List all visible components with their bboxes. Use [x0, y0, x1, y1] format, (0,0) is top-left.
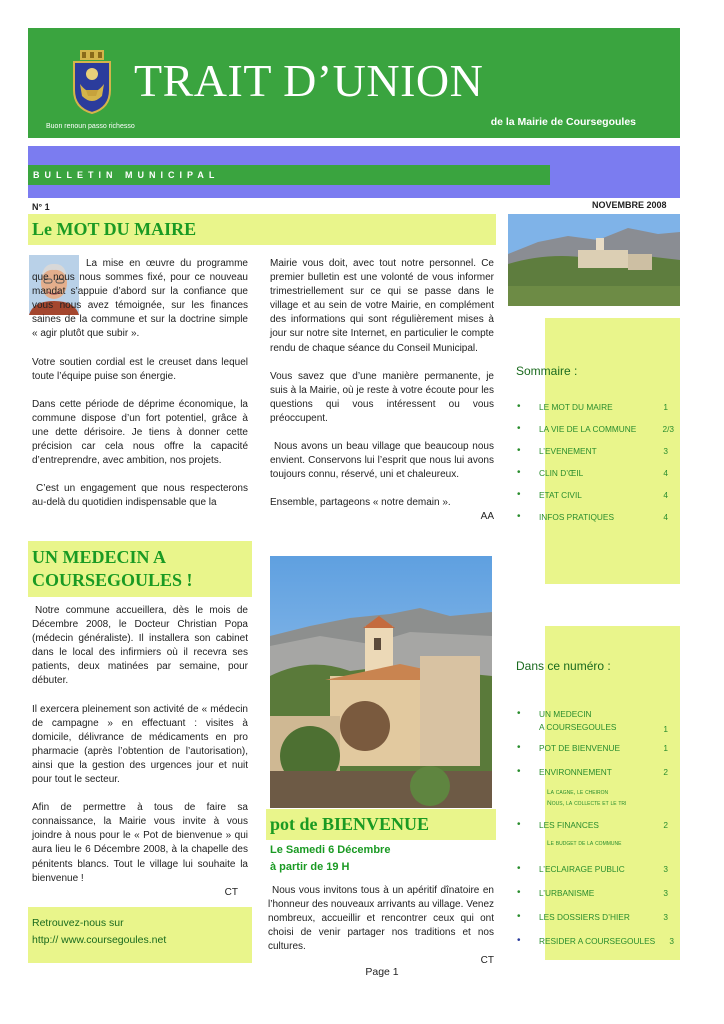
bullet-icon: •: [517, 401, 521, 412]
pot-paragraph: Nous vous invitons tous à un apéritif dînatoire en l’honneur des nouveaux arrivants au village. Venez nombreux, accueillir et rencontrer ceux qui ont choisi de venir partager nos traditions et nos cultures.: [268, 885, 494, 953]
numero-title: Dans ce numéro :: [516, 659, 611, 673]
pot-date: [270, 842, 390, 876]
bullet-icon: •: [517, 423, 521, 434]
bullet-icon: •: [517, 863, 521, 874]
bullet-icon: •: [517, 489, 521, 500]
pot-date-line1: Le Samedi 6 Décembre: [270, 844, 391, 856]
sommaire-title: Sommaire :: [516, 364, 578, 378]
sommaire-item[interactable]: • LA VIE DE LA COMMUNE 2/3: [517, 423, 674, 434]
village-landscape-photo: [508, 214, 680, 306]
medecin-text: [32, 604, 248, 898]
numero-subitem: Le budget de la commune: [547, 840, 622, 847]
motto: Buon renoun passo richesso: [46, 123, 135, 130]
medecin-para-3: Afin de permettre à tous de faire sa connaissance, la Mairie vous invite à vous joindre à nous pour le « Pot de bienvenue » qui aura lieu le 6 Décembre 2008, à la chapelle des pénitents blancs. Tout le village lui souhaite la bienvenue !: [32, 802, 248, 884]
medecin-para-2: Il exercera pleinement son activité de « médecin de campagne » en effectuant : visites à domicile, délivrance de médicaments en pro pharmacie (après l’obtention de l’autorisation), ainsi que la gestion des urgences jour et nuit pour tout le secteur.: [32, 703, 248, 786]
pot-date-line2: à partir de 19 H: [270, 861, 350, 873]
bullet-icon: •: [517, 935, 521, 946]
numero-item[interactable]: • UN MEDECIN A COURSEGOULES 1: [517, 708, 668, 734]
bullet-icon: •: [517, 766, 521, 777]
numero-item[interactable]: • POT DE BIENVENUE 1: [517, 742, 668, 753]
mot-du-maire-heading-box: [28, 214, 496, 245]
mot-para-8: Ensemble, partageons « notre demain ».: [270, 497, 451, 509]
mot-para-3: Dans cette période de déprime économique, la commune dispose d’un fort potentiel, grâce à une dette dérisoire. Je tiens à donner cette précision car cela nous offre la capacité d’entreprendre, avec ambition, nos projets.: [32, 398, 248, 467]
website-box: [28, 907, 252, 963]
website-intro: Retrouvez-nous sur: [32, 917, 124, 929]
numero-item[interactable]: • ENVIRONNEMENT 2: [517, 766, 668, 777]
mot-para-4: C’est un engagement que nous respecterons au-delà du quotidien indispensable que la: [32, 483, 248, 509]
bullet-icon: •: [517, 467, 521, 478]
website-link[interactable]: http:// www.coursegoules.net: [32, 934, 167, 946]
bullet-icon: •: [517, 742, 521, 753]
bullet-icon: •: [517, 887, 521, 898]
mot-para-2: Votre soutien cordial est le creuset dans lequel toute l’équipe puise son énergie.: [32, 356, 248, 382]
mot-du-maire-heading: Le MOT DU MAIRE: [32, 219, 197, 239]
sommaire-item[interactable]: • L’EVENEMENT 3: [517, 445, 668, 456]
medecin-heading-box: [28, 541, 252, 597]
village-church-photo: [270, 556, 492, 808]
sommaire-item[interactable]: • ETAT CIVIL 4: [517, 489, 668, 500]
mot-signature: AA: [480, 511, 494, 523]
medecin-para-1: Notre commune accueillera, dès le mois de Décembre 2008, le Docteur Christian Popa (médecin généraliste). Il installera son cabinet dans le local des infirmiers où il recevra ses patients, deux matinées par semaine, pour débuter.: [32, 605, 248, 687]
bullet-icon: •: [517, 445, 521, 456]
newsletter-title: TRAIT D’UNION: [134, 55, 484, 106]
newsletter-subtitle: de la Mairie de Coursegoules: [490, 116, 636, 128]
sommaire-item[interactable]: • INFOS PRATIQUES 4: [517, 511, 668, 522]
mot-para-5: Mairie vous doit, avec tout notre personnel. Ce premier bulletin est une volonté de vous informer trimestriellement sur ce qui se passe dans le village et au sein de votre Mairie, en complément des informations qui sont régulièrement mises à jour sur notre site Internet, en particulier le compte rendu de chaque séance du Conseil Municipal.: [270, 258, 494, 354]
sommaire-item[interactable]: • LE MOT DU MAIRE 1: [517, 401, 668, 412]
issue-date: NOVEMBRE 2008: [592, 200, 667, 210]
numero-item[interactable]: • L’URBANISME 3: [517, 887, 668, 898]
sommaire-item[interactable]: • CLIN D’ŒIL 4: [517, 467, 668, 478]
bullet-icon: •: [517, 511, 521, 522]
mot-du-maire-col2: [270, 257, 494, 542]
numero-item[interactable]: • LES DOSSIERS D’HIER 3: [517, 911, 668, 922]
mot-para-7: Nous avons un beau village que beaucoup nous envient. Conservons lui l’esprit que nous lui avons toujours connu, réservé, uni et chaleureux.: [270, 441, 494, 481]
issue-number: N° 1: [32, 202, 50, 212]
bullet-icon: •: [517, 708, 521, 719]
coat-of-arms-icon: [72, 50, 112, 114]
sommaire-box: [508, 360, 680, 530]
numero-subitem: Nous, la collecte et le tri: [547, 800, 627, 807]
medecin-signature: CT: [224, 886, 238, 898]
pot-heading: pot de BIENVENUE: [270, 814, 430, 834]
bullet-icon: •: [517, 911, 521, 922]
medecin-heading-line1: UN MEDECIN A: [32, 547, 167, 567]
page-number: Page 1: [365, 966, 399, 978]
numero-box: [508, 655, 680, 955]
bulletin-label: BULLETIN MUNICIPAL: [33, 170, 220, 180]
numero-subitem: La cagne, le cheiron: [547, 789, 609, 796]
medecin-heading: [32, 546, 193, 592]
numero-item[interactable]: • L’ECLAIRAGE PUBLIC 3: [517, 863, 668, 874]
pot-signature: CT: [480, 955, 494, 967]
medecin-heading-line2: COURSEGOULES !: [32, 570, 193, 590]
pot-text: [268, 884, 494, 969]
mot-para-1: La mise en œuvre du programme que nous nous sommes fixé, pour ce nouveau mandat s’appuie d’abord sur la confiance que vous nous avez témoignée, sur les finances saines de la commune et sur la doctrine simple « agir plutôt que subir ».: [32, 258, 248, 340]
numero-item[interactable]: • LES FINANCES 2: [517, 819, 668, 830]
numero-item[interactable]: • RESIDER A COURSEGOULES 3: [517, 935, 674, 946]
bullet-icon: •: [517, 819, 521, 830]
masthead: [28, 28, 680, 138]
mot-du-maire-col1: [32, 257, 248, 540]
mot-para-6: Vous savez que d’une manière permanente, je suis à la Mairie, où je reste à votre écoute pour les questions qui vous intéressent ou vous préoccupent.: [270, 370, 494, 424]
pot-heading-box: [266, 809, 496, 840]
